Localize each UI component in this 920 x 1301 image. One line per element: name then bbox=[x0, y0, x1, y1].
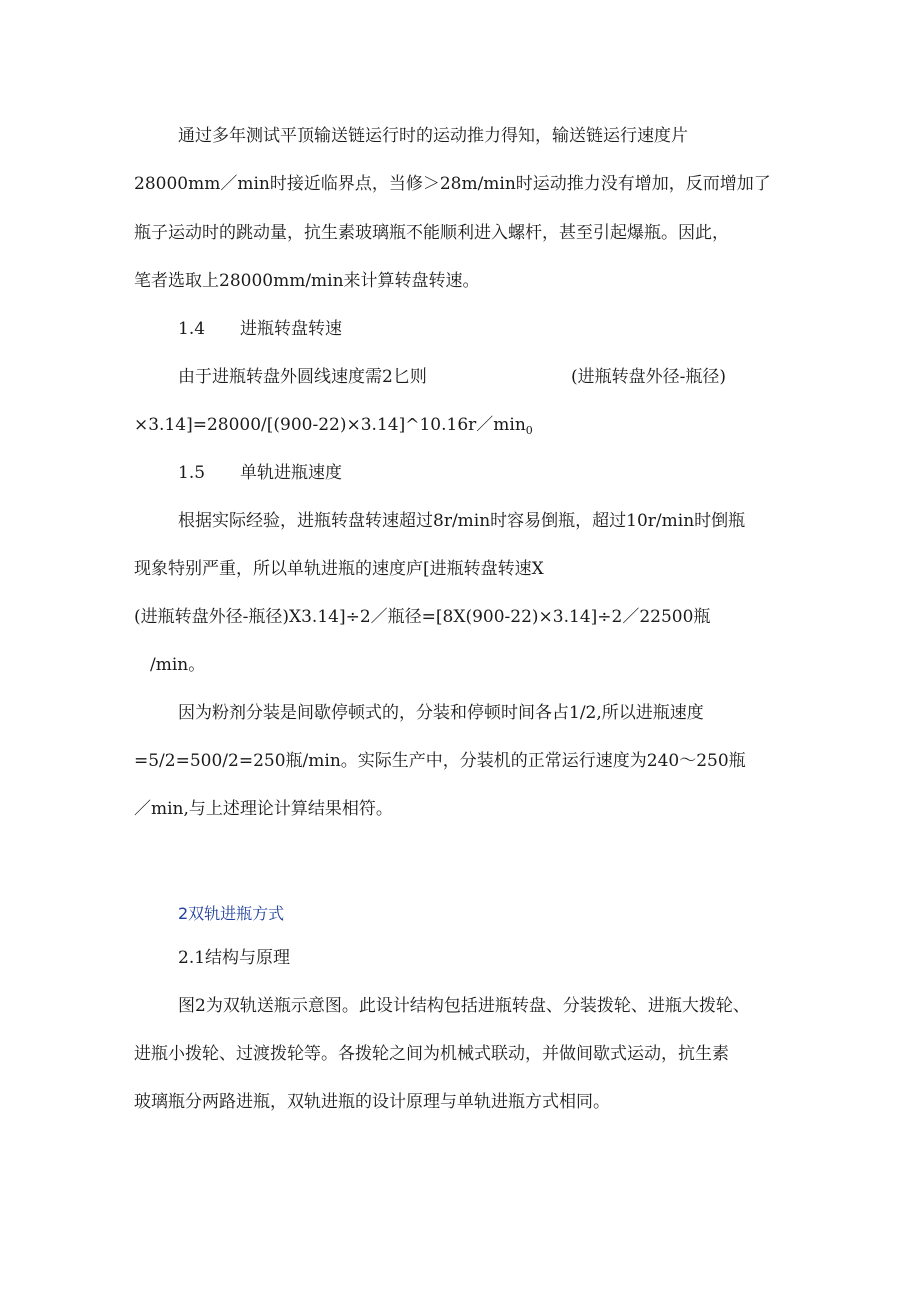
section-1-5-number: 1.5 bbox=[178, 463, 206, 483]
p1-line-2: 28000mm／min时接近临界点，当修＞28m/min时运动推力没有增加，反而增加了 bbox=[134, 174, 771, 194]
section-1-5-title: 单轨进瓶速度 bbox=[240, 463, 342, 483]
p5-line-1: 图2为双轨送瓶示意图。此设计结构包括进瓶转盘、分装拨轮、进瓶大拨轮、 bbox=[178, 996, 750, 1016]
section-2-1-heading: 2.1结构与原理 bbox=[178, 948, 291, 968]
p1-line-3: 瓶子运动时的跳动量，抗生素玻璃瓶不能顺利进入螺杆，甚至引起爆瓶。因此， bbox=[134, 223, 729, 243]
p2-line-2-subscript: 0 bbox=[525, 424, 533, 437]
p1-line-1: 通过多年测试平顶输送链运行时的运动推力得知，输送链运行速度片 bbox=[178, 126, 688, 146]
p4-line-3: ／min,与上述理论计算结果相符。 bbox=[134, 799, 393, 819]
p5-line-3: 玻璃瓶分两路进瓶，双轨进瓶的设计原理与单轨进瓶方式相同。 bbox=[134, 1092, 610, 1112]
p4-line-2: =5/2=500/2=250瓶/min。实际生产中，分装机的正常运行速度为240～250瓶 bbox=[134, 751, 746, 771]
p4-line-1: 因为粉剂分装是间歇停顿式的，分装和停顿时间各占1/2,所以进瓶速度 bbox=[178, 703, 704, 723]
p1-line-4: 笔者选取上28000mm/min来计算转盘转速。 bbox=[134, 271, 480, 291]
p2-line-1b: (进瓶转盘外径-瓶径) bbox=[571, 367, 727, 387]
section-1-4-number: 1.4 bbox=[178, 319, 206, 339]
p2-line-2 bbox=[134, 414, 533, 442]
p2-line-2-text: ×3.14]=28000/[(900-22)×3.14]^10.16r／min bbox=[134, 415, 526, 435]
p2-line-1a: 由于进瓶转盘外圆线速度需2匕则 bbox=[178, 367, 427, 387]
p3-line-3: (进瓶转盘外径-瓶径)X3.14]÷2／瓶径=[8X(900-22)×3.14]÷2／22500瓶 bbox=[134, 607, 711, 627]
p3-line-4: /min。 bbox=[150, 655, 206, 675]
section-2-heading: 2双轨进瓶方式 bbox=[178, 904, 285, 923]
p3-line-1: 根据实际经验，进瓶转盘转速超过8r/min时容易倒瓶，超过10r/min时倒瓶 bbox=[178, 511, 746, 531]
p5-line-2: 进瓶小拨轮、过渡拨轮等。各拨轮之间为机械式联动，并做间歇式运动，抗生素 bbox=[134, 1044, 729, 1064]
p3-line-2: 现象特别严重，所以单轨进瓶的速度庐[进瓶转盘转速X bbox=[134, 559, 544, 579]
section-1-4-title: 进瓶转盘转速 bbox=[240, 319, 342, 339]
